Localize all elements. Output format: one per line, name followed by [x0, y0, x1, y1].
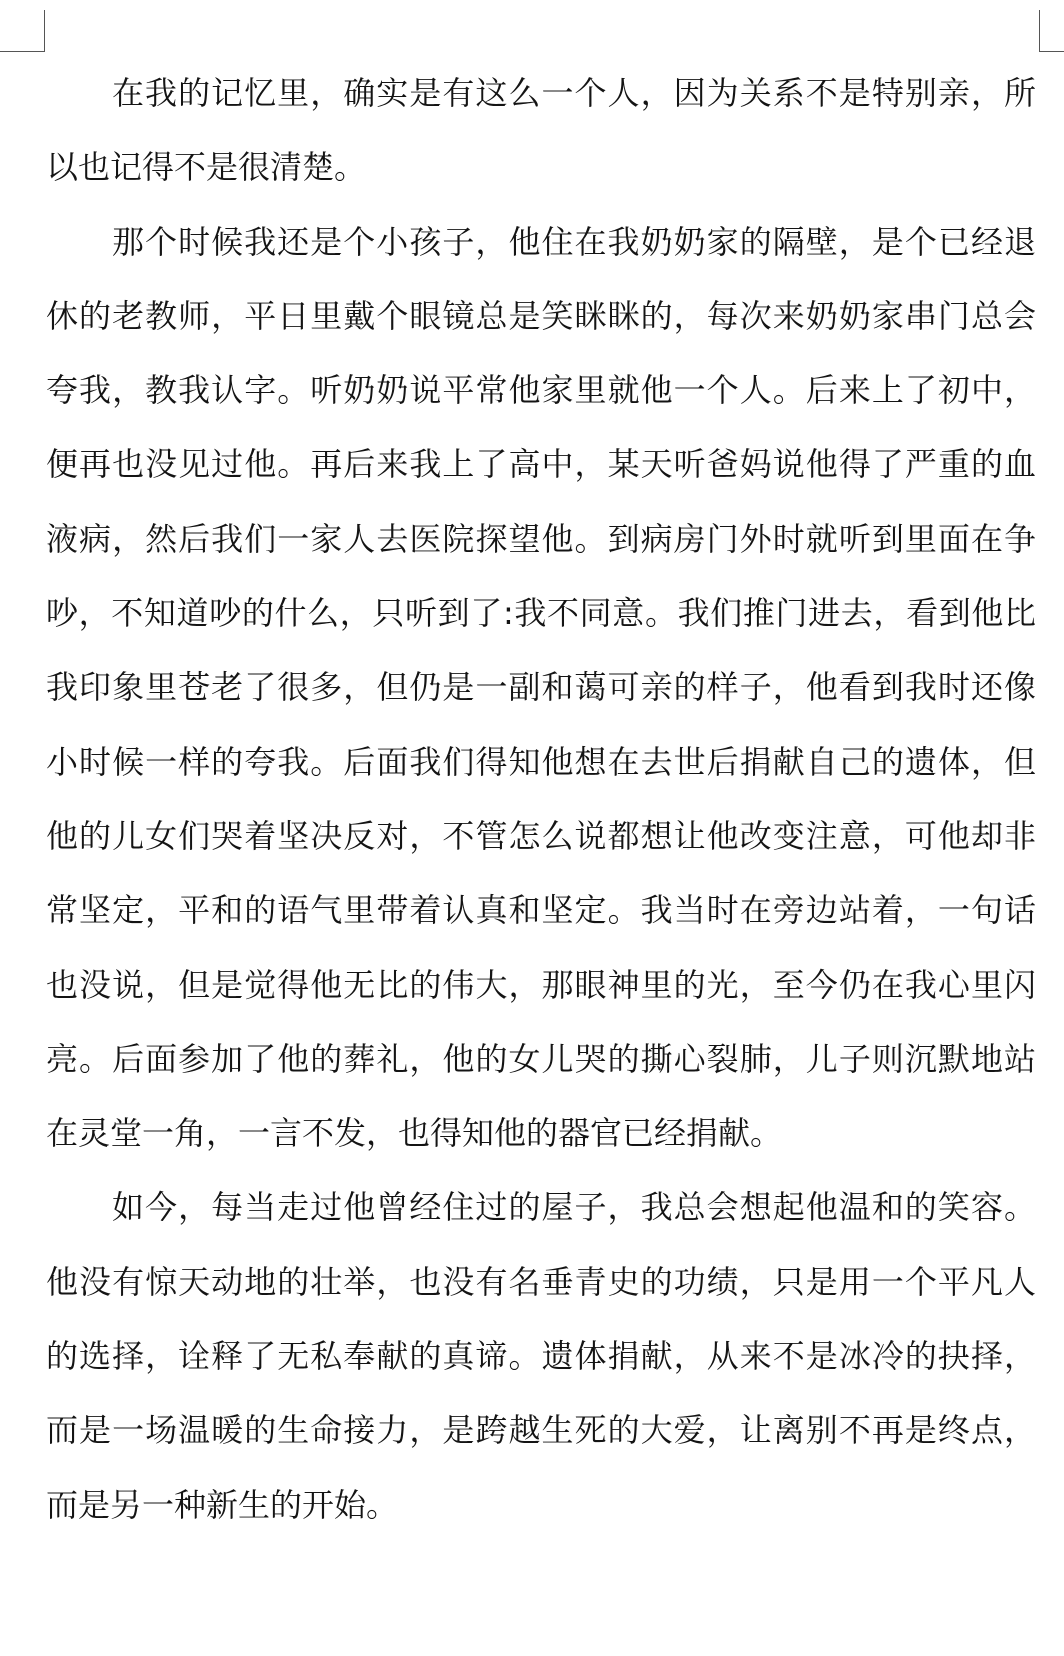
paragraph-2-line-1: 那个时候我还是个小孩子，他住在我奶奶家的隔壁，是个已经退: [112, 222, 1036, 261]
paragraph-2-line-10: 常坚定，平和的语气里带着认真和坚定。我当时在旁边站着，一句话: [46, 891, 1036, 930]
paragraph-2-line-5: 液病，然后我们一家人去医院探望他。到病房门外时就听到里面在争: [46, 519, 1036, 558]
top-left-crop-mark: [0, 10, 45, 52]
paragraph-3-line-3: 的选择，诠释了无私奉献的真谛。遗体捐献，从来不是冰冷的抉择，: [46, 1337, 1036, 1376]
paragraph-2-line-4: 便再也没见过他。再后来我上了高中，某天听爸妈说他得了严重的血: [46, 445, 1036, 484]
paragraph-2-line-13: 在灵堂一角，一言不发，也得知他的器官已经捐献。: [46, 1114, 783, 1153]
paragraph-3-line-1: 如今，每当走过他曾经住过的屋子，我总会想起他温和的笑容。: [112, 1188, 1036, 1227]
paragraph-2-line-9: 他的儿女们哭着坚决反对，不管怎么说都想让他改变注意，可他却非: [46, 816, 1036, 855]
paragraph-1-line-2: 以也记得不是很清楚。: [46, 148, 367, 187]
paragraph-1: [46, 56, 1036, 205]
paragraph-2-line-12: 亮。后面参加了他的葬礼，他的女儿哭的撕心裂肺，儿子则沉默地站: [46, 1039, 1036, 1078]
paragraph-1-line-1: 在我的记忆里，确实是有这么一个人，因为关系不是特别亲，所: [112, 74, 1036, 112]
paragraph-2-line-8: 小时候一样的夸我。后面我们得知他想在去世后捐献自己的遗体，但: [46, 742, 1036, 781]
top-right-crop-mark: [1039, 10, 1064, 52]
paragraph-3-line-2: 他没有惊天动地的壮举，也没有名垂青史的功绩，只是用一个平凡人: [46, 1262, 1036, 1301]
paragraph-3: [46, 1170, 1036, 1541]
paragraph-3-line-5: 而是另一种新生的开始。: [46, 1485, 399, 1524]
paragraph-2-line-3: 夸我，教我认字。听奶奶说平常他家里就他一个人。后来上了初中，: [46, 371, 1036, 410]
document-body: [46, 56, 1036, 1542]
paragraph-2: [46, 205, 1036, 1171]
paragraph-2-line-6: 吵，不知道吵的什么，只听到了:我不同意。我们推门进去，看到他比: [46, 594, 1036, 633]
paragraph-2-line-2: 休的老教师，平日里戴个眼镜总是笑眯眯的，每次来奶奶家串门总会: [46, 296, 1036, 335]
paragraph-3-line-4: 而是一场温暖的生命接力，是跨越生死的大爱，让离别不再是终点，: [46, 1411, 1036, 1450]
paragraph-2-line-11: 也没说，但是觉得他无比的伟大，那眼神里的光，至今仍在我心里闪: [46, 965, 1036, 1004]
paragraph-2-line-7: 我印象里苍老了很多，但仍是一副和蔼可亲的样子，他看到我时还像: [46, 668, 1036, 707]
